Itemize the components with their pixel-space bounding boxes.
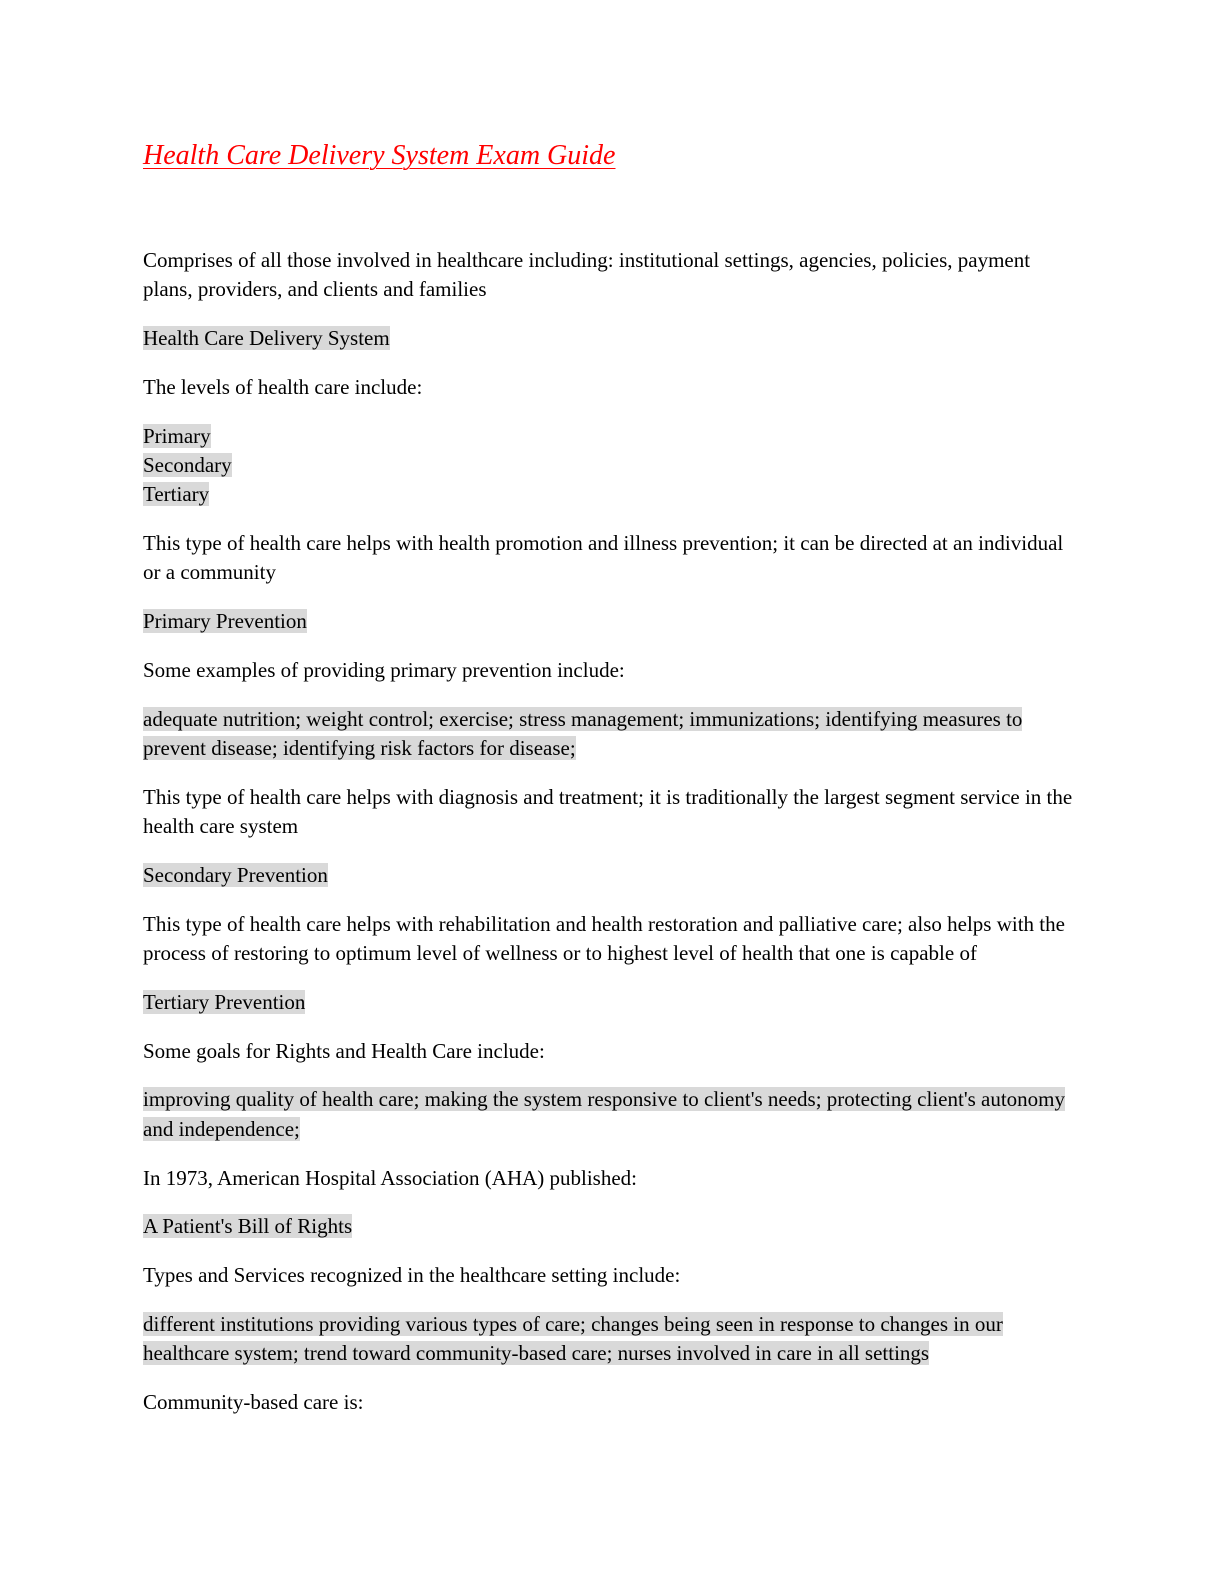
services-prompt-text: Types and Services recognized in the healthcare setting include: — [143, 1263, 681, 1288]
primary-examples-answer-text: adequate nutrition; weight control; exercise; stress management; immunizations; identifying measures to prevent disease; identifying risk factors for disease; — [143, 706, 1023, 761]
primary-answer — [143, 607, 1083, 636]
tertiary-prompt — [143, 910, 1083, 969]
primary-prompt-text: This type of health care helps with health promotion and illness prevention; it can be directed at an individual or a community — [143, 531, 1064, 585]
level-item — [143, 451, 1083, 480]
primary-prompt — [143, 529, 1083, 588]
aha-prompt-text: In 1973, American Hospital Association (AHA) published: — [143, 1165, 638, 1190]
definition-answer-text: Health Care Delivery System — [143, 326, 390, 351]
document-title: Health Care Delivery System Exam Guide — [143, 140, 616, 171]
secondary-answer — [143, 861, 1083, 890]
definition-answer — [143, 324, 1083, 353]
tertiary-prompt-text: This type of health care helps with rehabilitation and health restoration and palliative care; also helps with the process of restoring to optimum level of wellness or to highest level of health that one is capable of — [143, 911, 1065, 966]
aha-answer-text: A Patient's Bill of Rights — [143, 1214, 353, 1239]
primary-examples-prompt-text: Some examples of providing primary prevention include: — [143, 657, 625, 682]
document-body — [143, 246, 1083, 1437]
aha-answer — [143, 1212, 1083, 1241]
levels-answer-list — [143, 422, 1083, 510]
primary-answer-text: Primary Prevention — [143, 609, 307, 634]
secondary-prompt-text: This type of health care helps with diagnosis and treatment; it is traditionally the largest segment service in the health care system — [143, 784, 1073, 839]
services-prompt — [143, 1261, 1083, 1290]
rights-goals-answer — [143, 1085, 1083, 1144]
tertiary-answer-text: Tertiary Prevention — [143, 989, 306, 1014]
level-item-text: Secondary — [143, 452, 232, 477]
community-care-prompt-text: Community-based care is: — [143, 1390, 364, 1415]
services-answer-text: different institutions providing various types of care; changes being seen in response to changes in our healthcare system; trend toward community-based care; nurses involved in care in all settings — [143, 1311, 1003, 1366]
levels-prompt — [143, 373, 1083, 402]
level-item — [143, 422, 1083, 451]
rights-goals-answer-text: improving quality of health care; making the system responsive to client's needs; protecting client's autonomy and independence; — [143, 1087, 1066, 1141]
definition-prompt — [143, 246, 1083, 305]
services-answer — [143, 1310, 1083, 1369]
primary-examples-prompt — [143, 656, 1083, 685]
aha-prompt — [143, 1164, 1083, 1193]
tertiary-answer — [143, 988, 1083, 1017]
levels-prompt-text: The levels of health care include: — [143, 374, 423, 399]
secondary-answer-text: Secondary Prevention — [143, 862, 328, 887]
level-item-text: Primary — [143, 423, 211, 448]
level-item — [143, 480, 1083, 509]
rights-goals-prompt — [143, 1037, 1083, 1066]
secondary-prompt — [143, 783, 1083, 842]
definition-prompt-text: Comprises of all those involved in healthcare including: institutional settings, agencies, policies, payment plans, providers, and clients and families — [143, 248, 1031, 302]
community-care-prompt — [143, 1388, 1083, 1417]
primary-examples-answer — [143, 705, 1083, 764]
level-item-text: Tertiary — [143, 482, 210, 507]
rights-goals-prompt-text: Some goals for Rights and Health Care include: — [143, 1038, 545, 1063]
